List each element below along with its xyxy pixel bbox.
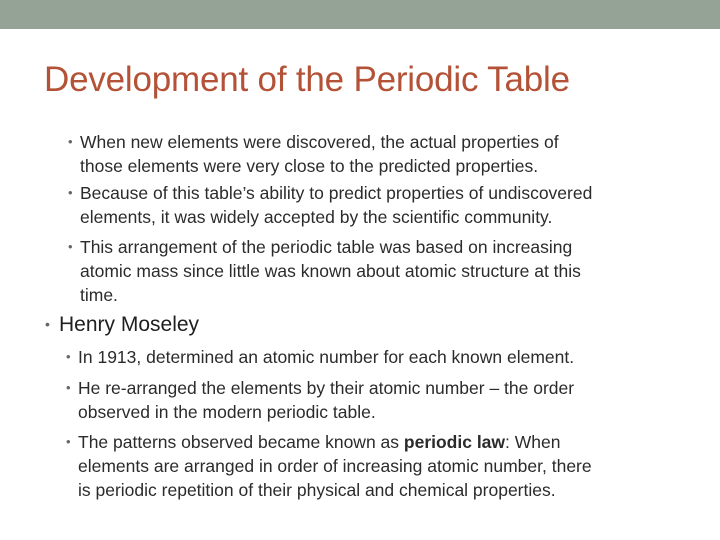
bullet-dot: • (68, 239, 73, 254)
bullet-line: elements are arranged in order of increasing atomic number, there (78, 456, 592, 476)
bullet-dot: • (66, 380, 71, 395)
bullet-line (78, 430, 592, 454)
bullet-line: In 1913, determined an atomic number for each known element. (78, 347, 575, 367)
bullet-line: Because of this table’s ability to predict properties of undiscovered (80, 183, 593, 203)
bullet-line: those elements were very close to the predicted properties. (80, 156, 539, 176)
bullet-1913 (66, 345, 575, 369)
bullet-dot: • (45, 316, 50, 332)
bullet-line: observed in the modern periodic table. (78, 402, 376, 422)
heading-henry-moseley (45, 313, 200, 337)
bullet-line: time. (80, 285, 118, 305)
top-accent-bar (0, 0, 720, 29)
bullet-dot: • (68, 185, 73, 200)
bullet-periodic-law (66, 430, 592, 502)
heading-text: Henry Moseley (59, 313, 200, 336)
periodic-law-term: periodic law (403, 432, 506, 452)
bullet-line: He re-arranged the elements by their atomic number – the order (78, 378, 575, 398)
bullet-ability (68, 181, 593, 229)
law-text-before: The patterns observed became known as (78, 432, 404, 452)
bullet-arrangement (68, 235, 581, 307)
bullet-line: atomic mass since little was known about atomic structure at this (80, 261, 581, 281)
bullet-rearranged (66, 376, 575, 424)
bullet-line: When new elements were discovered, the actual properties of (80, 132, 559, 152)
law-text-after: : When (505, 432, 561, 452)
bullet-line: This arrangement of the periodic table was based on increasing (80, 237, 573, 257)
bullet-line: elements, it was widely accepted by the scientific community. (80, 207, 553, 227)
bullet-line: is periodic repetition of their physical and chemical properties. (78, 480, 556, 500)
bullet-new-elements (68, 130, 559, 178)
bullet-dot: • (66, 349, 71, 364)
bullet-dot: • (66, 434, 71, 449)
bullet-dot: • (68, 134, 73, 149)
slide-title: Development of the Periodic Table (44, 60, 570, 99)
